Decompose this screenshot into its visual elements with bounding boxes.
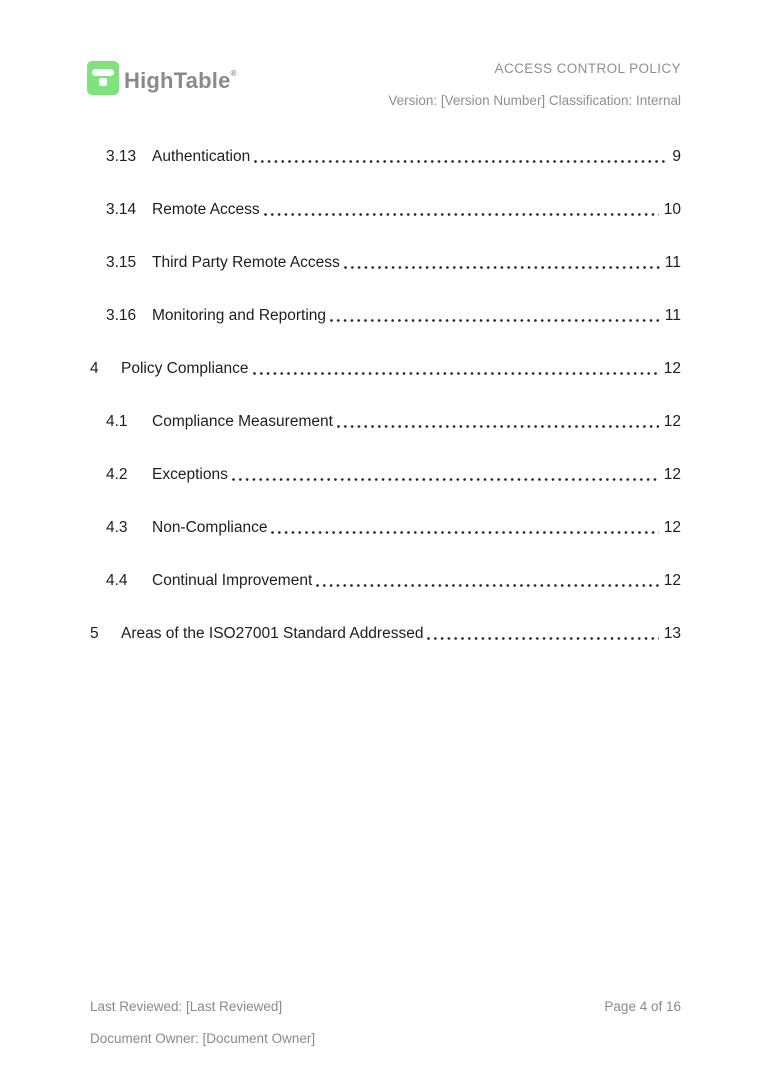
toc-dot-leader [254, 160, 666, 163]
toc-entry-page: 12 [663, 360, 681, 377]
table-of-contents [90, 148, 681, 678]
toc-dot-leader [271, 531, 658, 534]
toc-entry-page: 11 [664, 307, 681, 324]
version-classification-line: Version: [Version Number] Classification: Internal [388, 93, 681, 108]
toc-entry-title: Authentication [152, 148, 251, 165]
document-header [87, 57, 681, 108]
toc-entry-number: 3.15 [106, 254, 137, 271]
toc-entry-number: 4.4 [106, 572, 128, 589]
toc-entry [90, 148, 681, 165]
toc-entry-title: Monitoring and Reporting [152, 307, 327, 324]
toc-dot-leader [253, 372, 659, 375]
hightable-logo [87, 57, 237, 98]
toc-entry-page: 11 [664, 254, 681, 271]
header-meta [388, 57, 681, 108]
toc-entry-title: Policy Compliance [121, 360, 249, 377]
toc-dot-leader [330, 319, 660, 322]
toc-dot-leader [264, 213, 659, 216]
logo-dot-shape [99, 78, 107, 86]
registered-trademark-mark: ® [230, 69, 237, 78]
toc-entry-page: 12 [663, 572, 681, 589]
footer-meta [90, 999, 315, 1046]
toc-dot-leader [427, 637, 658, 640]
toc-entry-title: Non-Compliance [152, 519, 268, 536]
document-footer [90, 999, 681, 1046]
toc-entry [90, 201, 681, 218]
toc-entry-page: 10 [663, 201, 681, 218]
toc-entry-page: 13 [663, 625, 681, 642]
toc-entry-title: Areas of the ISO27001 Standard Addressed [121, 625, 424, 642]
toc-entry-page: 12 [663, 466, 681, 483]
toc-entry [90, 466, 681, 483]
toc-dot-leader [344, 266, 660, 269]
toc-entry [90, 519, 681, 536]
toc-entry [90, 625, 681, 642]
toc-entry-number: 3.14 [106, 201, 137, 218]
toc-entry [90, 413, 681, 430]
logo-bar-shape [92, 69, 114, 76]
last-reviewed-line: Last Reviewed: [Last Reviewed] [90, 999, 283, 1014]
toc-entry-title: Compliance Measurement [152, 413, 333, 430]
toc-entry-number: 3.13 [106, 148, 137, 165]
toc-entry [90, 307, 681, 324]
toc-entry-number: 4 [90, 360, 99, 377]
toc-dot-leader [337, 425, 659, 428]
toc-entry [90, 360, 681, 377]
toc-entry-title: Continual Improvement [152, 572, 313, 589]
toc-entry-number: 4.1 [106, 413, 128, 430]
toc-entry-title: Exceptions [152, 466, 228, 483]
page-number-indicator: Page 4 of 16 [604, 999, 681, 1014]
document-owner-line: Document Owner: [Document Owner] [90, 1031, 316, 1046]
toc-entry-number: 4.3 [106, 519, 128, 536]
toc-entry-page: 9 [672, 148, 681, 165]
logo-wordmark-text: HighTable [124, 68, 231, 93]
toc-entry-page: 12 [663, 413, 681, 430]
logo-wordmark [124, 57, 237, 98]
toc-entry [90, 254, 681, 271]
toc-dot-leader [316, 584, 659, 587]
toc-entry-title: Remote Access [152, 201, 260, 218]
toc-entry [90, 572, 681, 589]
toc-entry-number: 4.2 [106, 466, 128, 483]
toc-entry-title: Third Party Remote Access [152, 254, 340, 271]
toc-dot-leader [232, 478, 659, 481]
toc-entry-page: 12 [663, 519, 681, 536]
toc-entry-number: 5 [90, 625, 99, 642]
hightable-logo-icon [87, 61, 119, 95]
document-title: ACCESS CONTROL POLICY [494, 61, 681, 76]
toc-entry-number: 3.16 [106, 307, 137, 324]
